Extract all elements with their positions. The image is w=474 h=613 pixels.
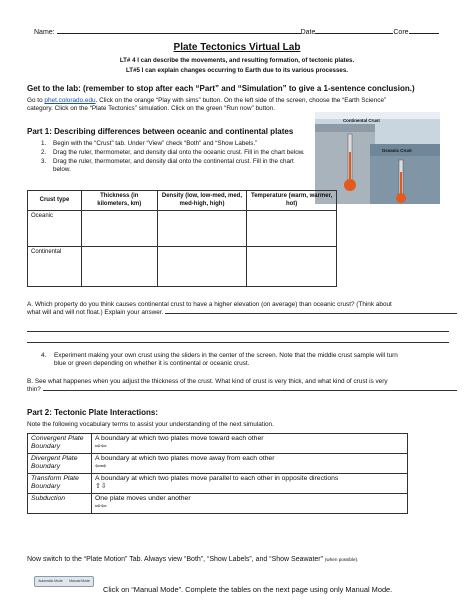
date-field[interactable] bbox=[315, 27, 393, 34]
table-row bbox=[28, 473, 408, 493]
cell-oceanic-temperature[interactable] bbox=[247, 211, 337, 247]
name-label: Name: bbox=[34, 29, 55, 36]
crust-table-header-row bbox=[28, 191, 337, 211]
mode-buttons-image bbox=[34, 576, 94, 587]
part1-steps bbox=[41, 140, 311, 174]
learning-target-5: LT#5 I can explain changes occurring to Earth due to its various processes. bbox=[125, 67, 348, 74]
table-row bbox=[28, 247, 337, 287]
step-3: 3. Drag the ruler, thermometer, and density dial onto the continental crust. Fill in the chart below. bbox=[41, 157, 294, 173]
cell-oceanic-density[interactable] bbox=[157, 211, 247, 247]
vocabulary-table bbox=[27, 433, 408, 514]
switch-tab-instruction: Now switch to the “Plate Motion” Tab. Always view “Both”, “Show Labels”, and “Show Seawater” (when possible). bbox=[27, 556, 359, 563]
question-b: B. See what happenes when you adjust the thickness of the crust. What kind of crust is very thick, and what kind of crust is very thin? bbox=[27, 378, 457, 394]
instructions-line1: . Click on the orange “Play with sims” button. On the left side of the screen, choose the “Earth Science” bbox=[95, 97, 387, 104]
go-to-text: Go to bbox=[27, 97, 43, 104]
answer-line[interactable] bbox=[165, 313, 457, 314]
row-label-oceanic: Oceanic bbox=[28, 211, 82, 247]
learning-target-4: LT# 4 I can describe the movements, and resulting formation, of tectonic plates. bbox=[119, 57, 355, 64]
def-convergent: A boundary at which two plates move toward each other ⇨⇦ bbox=[92, 434, 408, 454]
automatic-mode-radio[interactable]: Automatic Mode bbox=[38, 579, 63, 584]
def-subduction: One plate moves under another ⇨⇦ bbox=[92, 493, 408, 513]
term-convergent: Convergent Plate Boundary bbox=[28, 434, 92, 454]
question-a: A. Which property do you think causes continental crust to have a higher elevation (on average) than oceanic crust? (Think about what will and will not float.) Explain your answer. bbox=[27, 301, 457, 317]
get-to-lab-heading: Get to the lab: (remember to stop after each “Part” and “Simulation” to give a 1-sentence conclusion.) bbox=[27, 84, 415, 93]
step-4: 4. Experiment making your own crust using the sliders in the center of the screen. Note that the middle crust sample will turn blue or green depending on whether it is continental or oceanic crust. bbox=[41, 352, 398, 367]
table-row bbox=[28, 211, 337, 247]
step-2: 2. Drag the ruler, thermometer, and density dial onto the oceanic crust. Fill in the chart below. bbox=[41, 148, 305, 156]
part2-heading: Part 2: Tectonic Plate Interactions: bbox=[27, 408, 158, 417]
col-thickness: Thickness (in kilometers, km) bbox=[81, 191, 157, 211]
table-row bbox=[28, 493, 408, 513]
convergent-arrows-icon: ⇨⇦ bbox=[95, 443, 107, 451]
table-row bbox=[28, 453, 408, 473]
subduction-arrows-icon: ⇨⇦ bbox=[95, 503, 107, 511]
get-to-lab-instructions bbox=[27, 97, 457, 113]
divergent-arrows-icon: ⇦⇨ bbox=[95, 463, 107, 471]
cell-oceanic-thickness[interactable] bbox=[81, 211, 157, 247]
page-title: Plate Tectonics Virtual Lab bbox=[173, 42, 301, 53]
def-divergent: A boundary at which two plates move away from each other ⇦⇨ bbox=[92, 453, 408, 473]
crust-table bbox=[27, 190, 337, 287]
core-field[interactable] bbox=[409, 27, 439, 34]
name-field[interactable] bbox=[57, 27, 301, 34]
manual-mode-instruction: Click on “Manual Mode”. Complete the tables on the next page using only Manual Mode. bbox=[103, 585, 393, 594]
table-row bbox=[28, 434, 408, 454]
continental-crust-label: Continental Crust bbox=[343, 118, 380, 123]
instructions-line2: category. Click on the “Plate Tectonics” simulation. Click on the green “Run now” button. bbox=[27, 105, 276, 112]
col-density: Density (low, low-med, med, med-high, high) bbox=[157, 191, 247, 211]
term-divergent: Divergent Plate Boundary bbox=[28, 453, 92, 473]
phet-link[interactable]: phet.colorado.edu bbox=[44, 97, 96, 104]
answer-line[interactable] bbox=[43, 390, 457, 391]
def-transform: A boundary at which two plates move parallel to each other in opposite directions ⇧⇩ bbox=[92, 473, 408, 493]
col-temperature: Temperature (warm, warmer, hot) bbox=[247, 191, 337, 211]
cell-continental-temperature[interactable] bbox=[247, 247, 337, 287]
cell-continental-thickness[interactable] bbox=[81, 247, 157, 287]
part1-heading: Part 1: Describing differences between oceanic and continental plates bbox=[27, 127, 294, 136]
core-label: Core bbox=[393, 29, 409, 36]
part2-intro: Note the following vocabulary terms to assist your understanding of the next simulation. bbox=[27, 421, 274, 428]
answer-line[interactable] bbox=[27, 331, 449, 332]
answer-line[interactable] bbox=[27, 342, 449, 343]
term-transform: Transform Plate Boundary bbox=[28, 473, 92, 493]
col-crust-type: Crust type bbox=[28, 191, 82, 211]
cell-continental-density[interactable] bbox=[157, 247, 247, 287]
transform-arrows-icon: ⇧⇩ bbox=[95, 483, 107, 491]
term-subduction: Subduction bbox=[28, 493, 92, 513]
step-1: 1. Begin with the “Crust” tab. Under “View” check “Both” and “Show Labels.” bbox=[41, 140, 258, 147]
header-row bbox=[34, 27, 444, 38]
row-label-continental: Continental bbox=[28, 247, 82, 287]
oceanic-crust-label: Oceanic Crust bbox=[382, 148, 412, 153]
date-label: Date bbox=[300, 29, 316, 36]
manual-mode-radio[interactable]: Manual Mode bbox=[69, 579, 90, 584]
